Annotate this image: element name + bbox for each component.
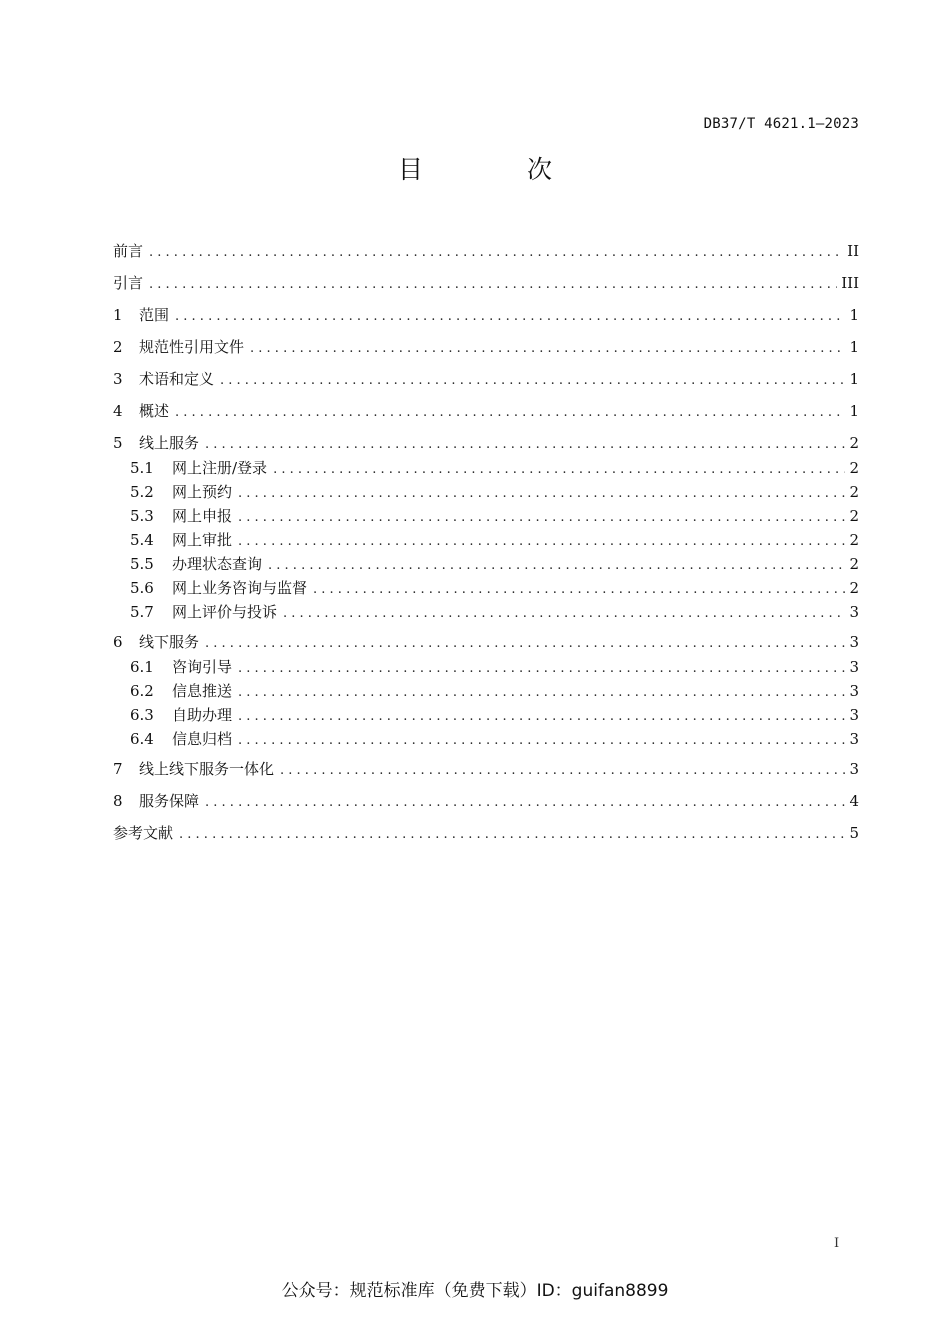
- toc-leader: [149, 276, 837, 294]
- toc-leader: [238, 533, 845, 551]
- toc-entry-bibliography[interactable]: [113, 822, 859, 844]
- toc-label: [113, 304, 169, 326]
- toc-leader: [205, 794, 845, 812]
- toc-entry-foreword[interactable]: [113, 240, 859, 262]
- toc-label: [113, 336, 244, 358]
- toc-leader: [205, 635, 845, 653]
- page-title: 目 次: [398, 155, 600, 184]
- toc-page: 2: [849, 507, 859, 525]
- toc-entry-7[interactable]: [113, 758, 859, 780]
- toc-title: 规范性引用文件: [139, 338, 245, 356]
- toc-page: 1: [849, 370, 859, 388]
- toc-page: 3: [849, 760, 859, 778]
- toc-leader: [205, 436, 845, 454]
- toc-entry-3[interactable]: [113, 368, 859, 390]
- toc-title: 网上预约: [172, 483, 233, 501]
- toc-page: 2: [849, 483, 859, 501]
- toc-page: 5: [849, 824, 859, 842]
- toc-page: 1: [849, 338, 859, 356]
- toc-number: 3: [113, 370, 123, 388]
- toc-page: 2: [849, 434, 859, 452]
- toc-entry-5-7[interactable]: [130, 601, 859, 623]
- toc-label: [113, 758, 274, 780]
- toc-leader: [268, 557, 845, 575]
- toc-entry-5-6[interactable]: [130, 577, 859, 599]
- toc-number: 2: [113, 338, 123, 356]
- toc-leader: [280, 762, 845, 780]
- toc-entry-5[interactable]: [113, 432, 859, 454]
- toc-label: [113, 400, 169, 422]
- toc-label: [113, 432, 199, 454]
- toc-title: 信息归档: [172, 730, 233, 748]
- toc-number: 5.7: [130, 603, 154, 621]
- document-code: DB37/T 4621.1—2023: [703, 116, 859, 132]
- toc-number: 5.5: [130, 555, 154, 573]
- toc-entry-5-5[interactable]: [130, 553, 859, 575]
- toc-page: 3: [849, 730, 859, 748]
- toc-label: [130, 656, 232, 678]
- toc-label: 引言: [113, 274, 144, 292]
- toc-number: 7: [113, 760, 123, 778]
- toc-leader: [220, 372, 845, 390]
- toc-entry-6-2[interactable]: [130, 680, 859, 702]
- toc-entry-5-4[interactable]: [130, 529, 859, 551]
- toc-entry-2[interactable]: [113, 336, 859, 358]
- toc-entry-5-3[interactable]: [130, 505, 859, 527]
- toc-page: 2: [849, 579, 859, 597]
- toc-number: 8: [113, 792, 123, 810]
- toc-label: [130, 505, 232, 527]
- toc-entry-4[interactable]: [113, 400, 859, 422]
- toc-page: III: [841, 274, 859, 292]
- toc-page: 3: [849, 658, 859, 676]
- toc-title: 网上审批: [172, 531, 233, 549]
- toc-number: 6: [113, 633, 123, 651]
- toc-leader: [283, 605, 845, 623]
- toc-entry-5-2[interactable]: [130, 481, 859, 503]
- toc-label: [130, 529, 232, 551]
- toc-page: 3: [849, 633, 859, 651]
- page-number: I: [834, 1236, 840, 1251]
- toc-page: 2: [849, 555, 859, 573]
- toc-title: 线上线下服务一体化: [139, 760, 275, 778]
- toc-page: 4: [849, 792, 859, 810]
- toc-label: [113, 368, 214, 390]
- toc-label: 参考文献: [113, 824, 174, 842]
- toc-leader: [273, 461, 845, 479]
- toc-number: 5.2: [130, 483, 154, 501]
- toc-entry-1[interactable]: [113, 304, 859, 326]
- toc-number: 6.3: [130, 706, 154, 724]
- toc-title: 网上申报: [172, 507, 233, 525]
- toc-title: 网上注册/登录: [172, 459, 268, 477]
- toc-leader: [238, 708, 845, 726]
- toc-leader: [238, 732, 845, 750]
- toc-number: 4: [113, 402, 123, 420]
- toc-title: 概述: [139, 402, 170, 420]
- toc-entry-6[interactable]: [113, 631, 859, 653]
- toc-leader: [238, 485, 845, 503]
- toc-leader: [313, 581, 845, 599]
- toc-entry-6-4[interactable]: [130, 728, 859, 750]
- toc-entry-6-3[interactable]: [130, 704, 859, 726]
- toc-number: 5: [113, 434, 123, 452]
- toc-label: [113, 790, 199, 812]
- toc-leader: [149, 244, 843, 262]
- toc-leader: [238, 660, 845, 678]
- toc-leader: [179, 826, 845, 844]
- toc-label: [130, 457, 267, 479]
- toc-label: [130, 553, 262, 575]
- toc-leader: [175, 404, 845, 422]
- toc-label: [130, 577, 307, 599]
- toc-title: 线下服务: [139, 633, 200, 651]
- toc-title: 范围: [139, 306, 170, 324]
- toc-label: [130, 728, 232, 750]
- toc-title: 线上服务: [139, 434, 200, 452]
- toc-entry-8[interactable]: [113, 790, 859, 812]
- toc-page: 2: [849, 531, 859, 549]
- toc-leader: [238, 684, 845, 702]
- toc-number: 6.2: [130, 682, 154, 700]
- toc-entry-6-1[interactable]: [130, 656, 859, 678]
- toc-number: 6.1: [130, 658, 154, 676]
- toc-leader: [238, 509, 845, 527]
- toc-number: 5.6: [130, 579, 154, 597]
- toc-number: 5.1: [130, 459, 154, 477]
- toc-label: [130, 481, 232, 503]
- toc-title: 网上评价与投诉: [172, 603, 278, 621]
- toc-page: 3: [849, 706, 859, 724]
- toc-title: 咨询引导: [172, 658, 233, 676]
- toc-title: 自助办理: [172, 706, 233, 724]
- toc-leader: [250, 340, 845, 358]
- toc-number: 5.3: [130, 507, 154, 525]
- toc-label: [130, 704, 232, 726]
- toc-page: 1: [849, 306, 859, 324]
- toc-page: 2: [849, 459, 859, 477]
- toc-title: 术语和定义: [139, 370, 215, 388]
- toc-entry-5-1[interactable]: [130, 457, 859, 479]
- toc-label: 前言: [113, 242, 144, 260]
- toc-entry-introduction[interactable]: [113, 272, 859, 294]
- toc-title: 服务保障: [139, 792, 200, 810]
- toc-page: 3: [849, 603, 859, 621]
- toc-label: [130, 601, 277, 623]
- toc-number: 6.4: [130, 730, 154, 748]
- toc-title: 网上业务咨询与监督: [172, 579, 308, 597]
- toc-page: 3: [849, 682, 859, 700]
- toc-page: 1: [849, 402, 859, 420]
- toc-leader: [175, 308, 845, 326]
- toc-label: [130, 680, 232, 702]
- toc-title: 信息推送: [172, 682, 233, 700]
- toc-title: 办理状态查询: [172, 555, 263, 573]
- footer-note: 公众号：规范标准库（免费下载）ID：guifan8899: [281, 1281, 669, 1301]
- toc-number: 1: [113, 306, 123, 324]
- toc-page: II: [847, 242, 859, 260]
- toc-label: [113, 631, 199, 653]
- toc-number: 5.4: [130, 531, 154, 549]
